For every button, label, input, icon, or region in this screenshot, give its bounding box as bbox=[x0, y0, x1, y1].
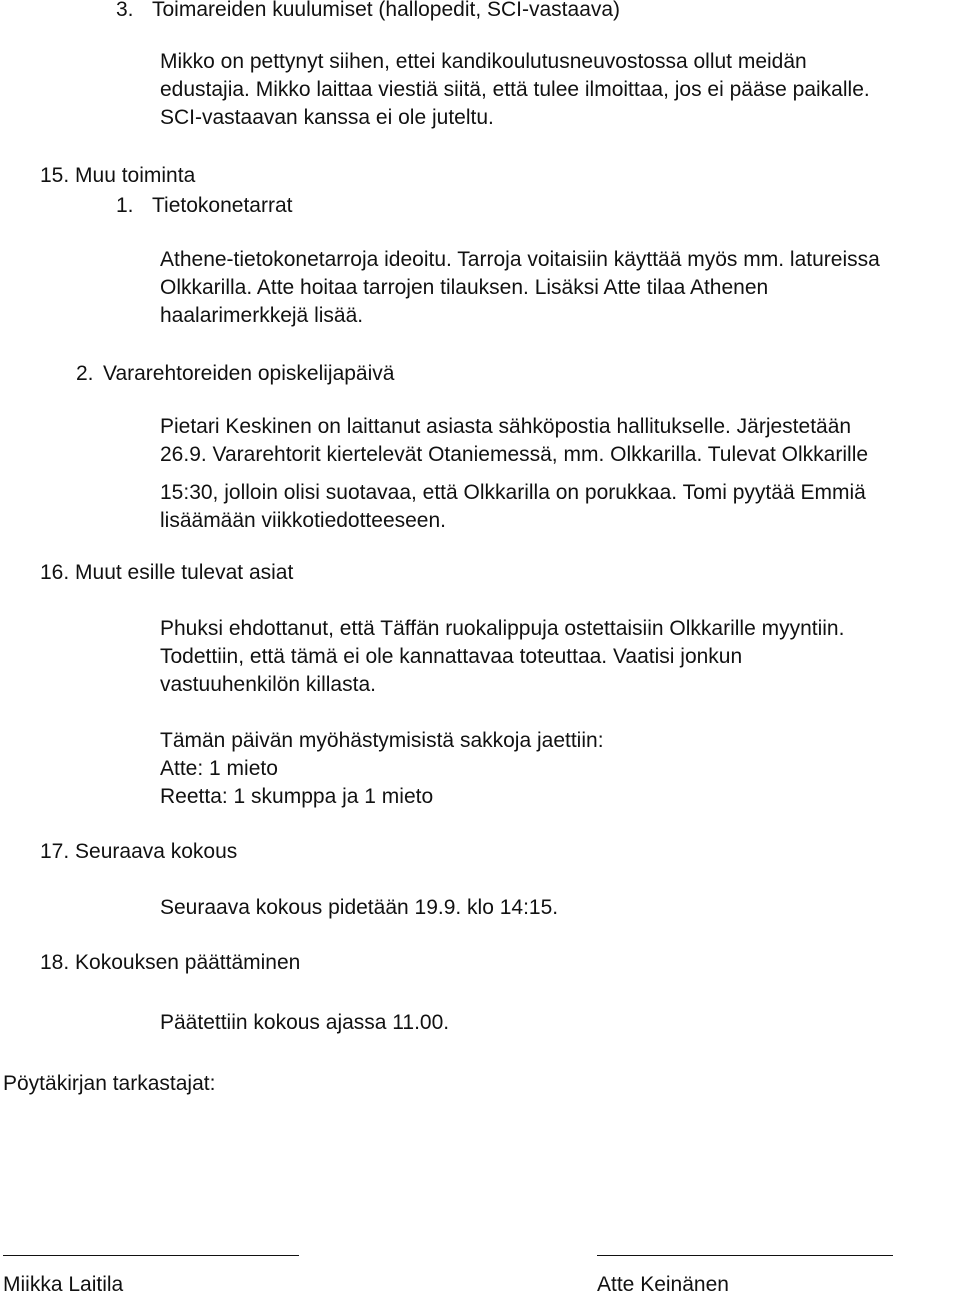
paragraph-line: Mikko on pettynyt siihen, ettei kandikoulutusneuvostossa ollut meidän bbox=[160, 50, 807, 73]
item-number: 3. bbox=[116, 0, 134, 21]
paragraph-line: Pietari Keskinen on laittanut asiasta sähköpostia hallitukselle. Järjestetään bbox=[160, 415, 852, 438]
paragraph-line: vastuuhenkilön killasta. bbox=[160, 673, 376, 696]
item-number: 2. bbox=[76, 362, 94, 385]
signature-line-right bbox=[597, 1255, 893, 1256]
paragraph-line: Reetta: 1 skumppa ja 1 mieto bbox=[160, 785, 434, 808]
section-heading: 16. Muut esille tulevat asiat bbox=[40, 561, 294, 584]
section-heading: 17. Seuraava kokous bbox=[40, 840, 238, 863]
section-heading: 15. Muu toiminta bbox=[40, 164, 196, 187]
paragraph-line: SCI-vastaavan kanssa ei ole juteltu. bbox=[160, 106, 494, 129]
signer-name-left: Miikka Laitila bbox=[3, 1273, 124, 1296]
paragraph-line: 15:30, jolloin olisi suotavaa, että Olkkarilla on porukkaa. Tomi pyytää Emmiä bbox=[160, 481, 866, 504]
signature-label: Pöytäkirjan tarkastajat: bbox=[3, 1072, 216, 1095]
paragraph-line: Olkkarilla. Atte hoitaa tarrojen tilauksen. Lisäksi Atte tilaa Athenen bbox=[160, 276, 769, 299]
section-heading: 18. Kokouksen päättäminen bbox=[40, 951, 301, 974]
item-title: Vararehtoreiden opiskelijapäivä bbox=[103, 362, 395, 385]
paragraph-line: Seuraava kokous pidetään 19.9. klo 14:15. bbox=[160, 896, 559, 919]
paragraph-line: Tämän päivän myöhästymisistä sakkoja jaettiin: bbox=[160, 729, 604, 752]
signer-name-right: Atte Keinänen bbox=[597, 1273, 729, 1296]
paragraph-line: Todettiin, että tämä ei ole kannattavaa toteuttaa. Vaatisi jonkun bbox=[160, 645, 743, 668]
paragraph-line: Atte: 1 mieto bbox=[160, 757, 278, 780]
paragraph-line: Päätettiin kokous ajassa 11.00. bbox=[160, 1011, 450, 1034]
paragraph-line: Phuksi ehdottanut, että Täffän ruokalippuja ostettaisiin Olkkarille myyntiin. bbox=[160, 617, 845, 640]
signature-line-left bbox=[3, 1255, 299, 1256]
item-title: Toimareiden kuulumiset (hallopedit, SCI-vastaava) bbox=[152, 0, 621, 21]
item-title: Tietokonetarrat bbox=[152, 194, 293, 217]
paragraph-line: edustajia. Mikko laittaa viestiä siitä, että tulee ilmoittaa, jos ei pääse paikalle. bbox=[160, 78, 870, 101]
paragraph-line: 26.9. Vararehtorit kiertelevät Otaniemessä, mm. Olkkarilla. Tulevat Olkkarille bbox=[160, 443, 869, 466]
paragraph-line: lisäämään viikkotiedotteeseen. bbox=[160, 509, 447, 532]
paragraph-line: haalarimerkkejä lisää. bbox=[160, 304, 364, 327]
paragraph-line: Athene-tietokonetarroja ideoitu. Tarroja voitaisiin käyttää myös mm. latureissa bbox=[160, 248, 880, 271]
item-number: 1. bbox=[116, 194, 134, 217]
